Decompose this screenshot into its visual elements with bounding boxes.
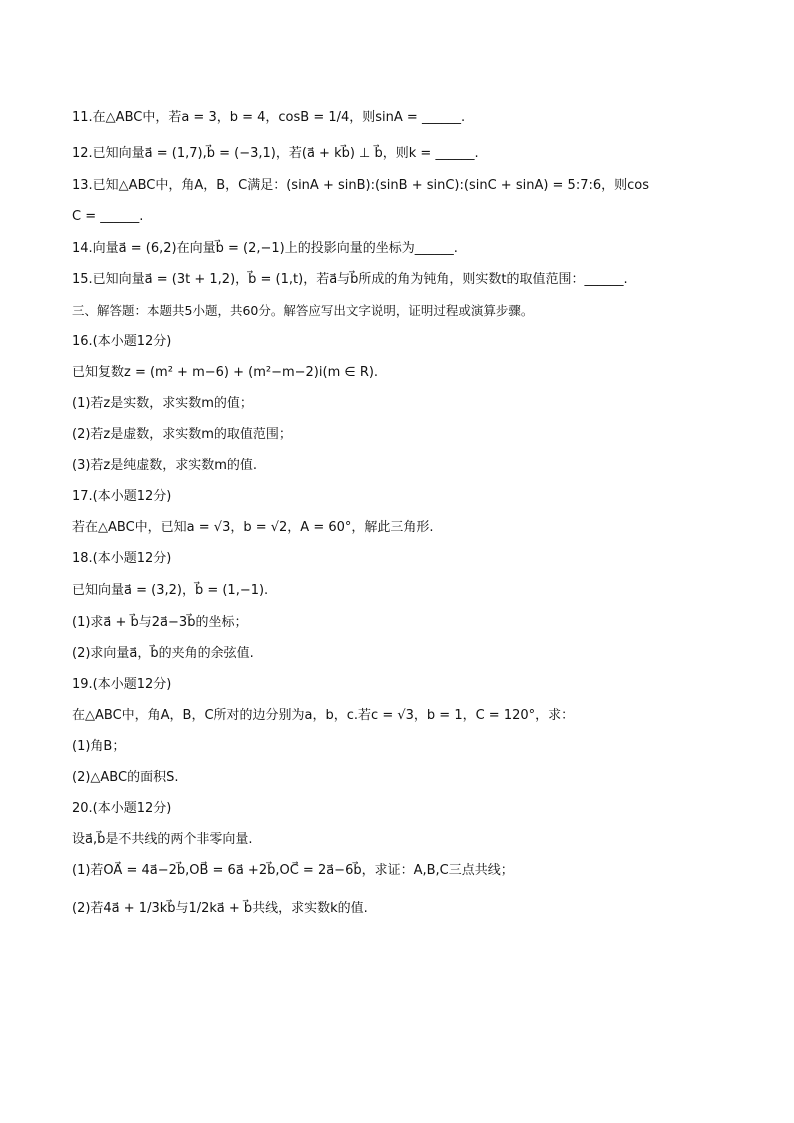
question-16-stem: 已知复数z = (m² + m−6) + (m²−m−2)i(m ∈ R). xyxy=(72,365,379,380)
question-20-part-2: (2)若4a⃗ + 1/3kb⃗与1/2ka⃗ + b⃗共线，求实数k的值. xyxy=(72,901,368,916)
question-18-part-1: (1)求a⃗ + b⃗与2a⃗−3b⃗的坐标； xyxy=(72,615,248,630)
question-17-stem: 若在△ABC中，已知a = √3，b = √2，A = 60°，解此三角形. xyxy=(72,520,434,535)
question-13: 13.已知△ABC中，角A，B，C满足：(sinA + sinB):(sinB + sinC):(sinC + sinA) = 5:7:6，则cos xyxy=(72,178,650,193)
question-16-part-1: (1)若z是实数，求实数m的值； xyxy=(72,396,253,411)
question-15: 15.已知向量a⃗ = (3t + 1,2)，b⃗ = (1,t)，若a⃗与b⃗所成的角为钝角，则实数t的取值范围：______. xyxy=(72,272,628,287)
question-19-part-1: (1)角B； xyxy=(72,739,126,754)
question-12: 12.已知向量a⃗ = (1,7),b⃗ = (−3,1)，若(a⃗ + kb⃗) ⊥ b⃗，则k = ______. xyxy=(72,146,479,161)
question-16-part-3: (3)若z是纯虚数，求实数m的值. xyxy=(72,458,258,473)
question-17-header: 17.(本小题12分) xyxy=(72,489,172,504)
section-heading: 三、解答题：本题共5小题，共60分。解答应写出文字说明，证明过程或演算步骤。 xyxy=(72,303,534,318)
question-18-header: 18.(本小题12分) xyxy=(72,551,172,566)
question-13-continued: C = ______. xyxy=(72,209,144,224)
question-18-stem: 已知向量a⃗ = (3,2)，b⃗ = (1,−1). xyxy=(72,583,269,598)
question-16-part-2: (2)若z是虚数，求实数m的取值范围； xyxy=(72,427,292,442)
question-11: 11.在△ABC中，若a = 3，b = 4，cosB = 1/4，则sinA = ______. xyxy=(72,110,466,125)
question-14: 14.向量a⃗ = (6,2)在向量b⃗ = (2,−1)上的投影向量的坐标为______. xyxy=(72,241,458,256)
question-19-header: 19.(本小题12分) xyxy=(72,677,172,692)
question-18-part-2: (2)求向量a⃗，b⃗的夹角的余弦值. xyxy=(72,646,254,661)
question-16-header: 16.(本小题12分) xyxy=(72,334,172,349)
question-20-stem: 设a⃗,b⃗是不共线的两个非零向量. xyxy=(72,832,253,847)
question-20-part-1: (1)若OA⃗ = 4a⃗−2b⃗,OB⃗ = 6a⃗ +2b⃗,OC⃗ = 2a⃗−6b⃗，求证：A,B,C三点共线； xyxy=(72,863,514,878)
question-20-header: 20.(本小题12分) xyxy=(72,801,172,816)
question-19-part-2: (2)△ABC的面积S. xyxy=(72,770,179,785)
question-19-stem: 在△ABC中，角A，B，C所对的边分别为a，b，c.若c = √3，b = 1，C = 120°，求： xyxy=(72,708,575,723)
